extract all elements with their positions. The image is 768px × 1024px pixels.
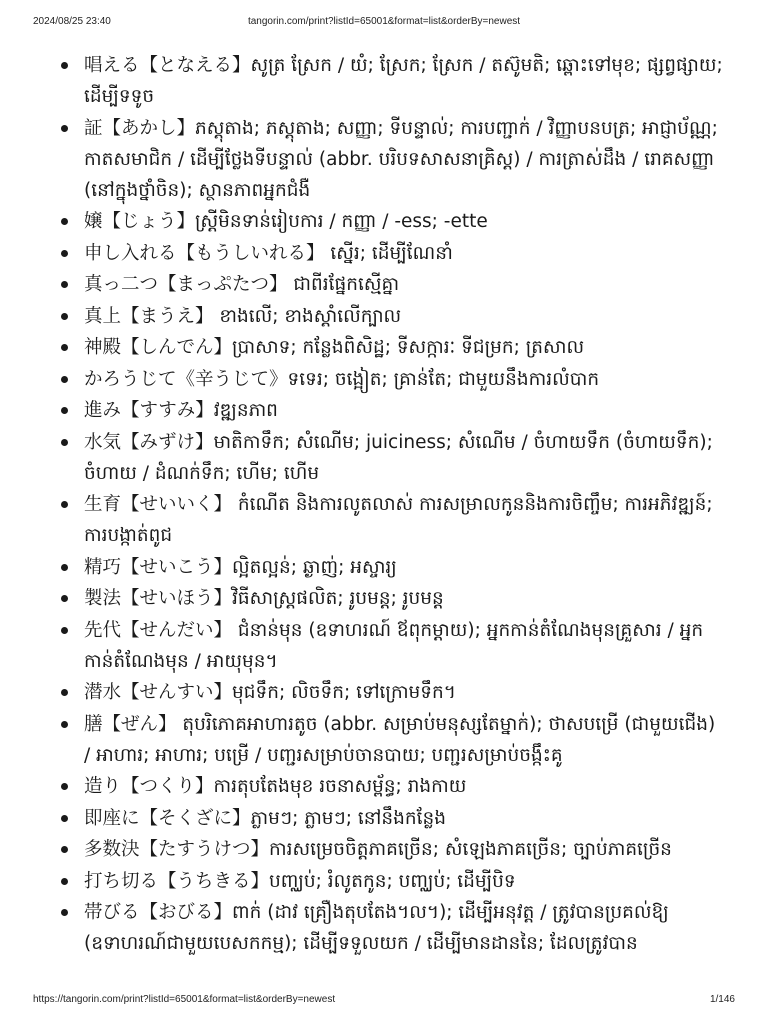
list-item [56,583,726,614]
bullet-icon [61,878,68,885]
entry-reading: 【ぜん】 [102,713,177,735]
entry-meaning: ការតុបតែងមុខ រចនាសម្ព័ន្ធ; រាងកាយ [213,776,467,797]
page-number: 1/146 [709,994,735,1005]
entry-reading: 【すすみ】 [121,400,214,421]
bullet-icon [61,564,68,571]
list-item [56,866,726,897]
print-url: https://tangorin.com/print?listId=65001&format=list&orderBy=newest [33,994,336,1005]
entry-word: 生育 [84,494,122,515]
list-item [56,395,726,426]
entry-meaning: បញ្ឈប់; រំលូតកូន; បញ្ឈប់; ដើម្បីបិទ [269,870,516,892]
list-item [56,332,726,363]
bullet-icon [61,376,68,383]
entry-meaning: ស្ត្រីមិនទាន់រៀបការ / កញ្ញា / -ess; -ette [195,211,488,232]
list-item [56,771,726,802]
bullet-icon [61,281,68,288]
entry-word: 先代 [84,619,122,641]
bullet-icon [61,218,68,225]
entry-meaning: វឌ្ឍនភាព [213,400,278,421]
entry-reading: 【そくざに】 [139,807,251,829]
entry-reading: 【せんだい】 [121,619,233,641]
entry-word: 神殿 [84,337,122,358]
entry-word: 申し入れる [84,242,177,264]
entry-meaning: តុបរិភោគអាហារតូច (abbr. សម្រាប់មនុស្សតែម្នាក់); ថាសបម្រើ (ជាមួយជើង) / អាហារ; អាហារ; បម្រើ / បញ្ជរសម្រាប់ចានបាយ; បញ្ជរសម្រាប់ចង្កឹះគូ [84,713,716,766]
entry-reading: 【しんでん】 [121,337,233,358]
bullet-icon [61,627,68,634]
entry-word: かろうじて [84,368,177,390]
entry-word: 証 [84,117,103,139]
bullet-icon [61,344,68,351]
entry-word: 嬢 [84,211,103,232]
entry-meaning: កំណើត និងការលូតលាស់ ការសម្រាលកូននិងការចិញ្ចឹម; ការអភិវឌ្ឍន៍; ការបង្កាត់ពូជ [84,494,713,546]
list-item [56,709,726,771]
entry-word: 打ち切る [84,870,159,892]
entry-meaning: ទទេរ; ចង្អៀត; គ្រាន់តែ; ជាមួយនឹងការលំបាក [287,368,600,390]
entry-reading: 【じょう】 [102,211,196,232]
entry-meaning: ស្នើរ; ដើម្បីណែនាំ [324,242,453,264]
list-item [56,364,726,395]
bullet-icon [61,501,68,508]
entry-meaning: ការសម្រេចចិត្តភាគច្រើន; សំឡេងភាគច្រើន; ច្បាប់ភាគច្រើន [269,839,672,860]
list-item [56,206,726,237]
entry-meaning: មាតិកាទឹក; សំណើម; juiciness; សំណើម / ចំហាយទឹក (ចំហាយទឹក); ចំហាយ / ដំណក់ទឹក; ហើម; ហើម [84,431,713,484]
print-footer [33,994,735,1010]
entry-reading: 【まうえ】 [121,305,214,327]
list-item [56,803,726,834]
entry-meaning: មុជទឹក; លិចទឹក; ទៅក្រោមទឹក។ [232,682,456,703]
entry-reading: 【せいこう】 [121,556,233,578]
list-item [56,269,726,300]
list-item [56,301,726,332]
entry-meaning: ពាក់ (ដាវ គ្រឿងតុបតែង។ល។); ដើម្បីអនុវត្ត / ត្រូវបានប្រគល់ឱ្យ (ឧទាហរណ៍ជាមួយបេសកកម្ម); ដើម្បីទទួលយក / ដើម្បីមានដាននៃ; ដែលត្រូវបាន [84,902,669,954]
entry-word: 帯びる [84,902,140,923]
entry-word: 真っ二つ [84,274,159,295]
print-datetime: 2024/08/25 23:40 [33,16,111,27]
entry-word: 精巧 [84,556,122,578]
bullet-icon [61,407,68,414]
bullet-icon [61,909,68,916]
entry-meaning: ប្រាសាទ; កន្លែងពិសិដ្ឋ; ទីសក្ការៈ ទីជម្រក; ត្រសាល [232,337,585,358]
print-page-title: tangorin.com/print?listId=65001&format=list&orderBy=newest [247,16,521,27]
entry-meaning: ជាពីរផ្នែកស្មើគ្នា [287,274,400,295]
entry-reading: 【あかし】 [102,117,196,139]
entry-word: 潜水 [84,682,122,703]
list-item [56,427,726,489]
entry-reading: 【となえる】 [139,55,251,76]
list-item [56,50,726,112]
list-item [56,834,726,865]
vocabulary-list [56,50,726,960]
entry-word: 水気 [84,431,122,453]
list-item [56,489,726,551]
bullet-icon [61,846,68,853]
entry-reading: 《辛うじて》 [176,368,288,390]
entry-meaning: ភស្តុតាង; ភស្តុតាង; សញ្ញា; ទីបន្ទាល់; ការបញ្ជាក់ / វិញ្ញាបនបត្រ; អាជ្ញាប័ណ្ណ; កាតសមាជិក / ដើម្បីថ្លែងទីបន្ទាល់ (abbr. បរិបទសាសនាគ្រិស្ត) / ការត្រាស់ដឹង / រោគសញ្ញា (នៅក្នុងថ្នាំចិន); ស្ថានភាពអ្នកជំងឺ [84,117,718,201]
entry-word: 造り [84,776,122,797]
entry-reading: 【みずけ】 [121,431,214,453]
list-item [56,113,726,206]
entry-meaning: ខាងលើ; ខាងស្តាំលើក្បាល [213,305,402,327]
bullet-icon [61,125,68,132]
list-item [56,615,726,677]
list-item [56,552,726,583]
entry-reading: 【もうしいれる】 [176,242,325,264]
bullet-icon [61,250,68,257]
entry-reading: 【せいほう】 [121,588,233,609]
bullet-icon [61,689,68,696]
entry-meaning: វិធីសាស្រ្តផលិត; រូបមន្ត; រូបមន្ត [232,588,444,609]
entry-reading: 【たすうけつ】 [139,839,270,860]
entry-reading: 【つくり】 [121,776,214,797]
bullet-icon [61,62,68,69]
list-item [56,897,726,959]
entry-reading: 【おびる】 [139,902,233,923]
entry-word: 唱える [84,55,140,76]
list-item [56,677,726,708]
bullet-icon [61,815,68,822]
entry-word: 進み [84,400,122,421]
entry-meaning: ភ្លាមៗ; ភ្លាមៗ; នៅនឹងកន្លែង [250,807,446,829]
entry-reading: 【せんすい】 [121,682,233,703]
list-item [56,238,726,269]
entry-word: 多数決 [84,839,140,860]
entry-word: 即座に [84,807,140,829]
entry-reading: 【まっぷたつ】 [158,274,288,295]
entry-meaning: ល្អិតល្អន់; ឆ្ងាញ់; អស្ចារ្យ [232,556,397,578]
bullet-icon [61,721,68,728]
entry-word: 膳 [84,713,103,735]
entry-word: 真上 [84,305,122,327]
entry-meaning: ជំនាន់មុន (ឧទាហរណ៍ ឪពុកម្តាយ); អ្នកកាន់តំណែងមុនគ្រួសារ / អ្នកកាន់តំណែងមុន / អាយុមុន។ [84,619,704,672]
bullet-icon [61,439,68,446]
print-header [33,16,735,32]
entry-reading: 【せいいく】 [121,494,233,515]
entry-reading: 【うちきる】 [158,870,270,892]
entry-meaning: សូត្រ ស្រែក / យំ; ស្រែក; ស្រែក / តស៊ូមតិ; ឆ្ពោះទៅមុខ; ផ្សព្វផ្សាយ; ដើម្បីទទូច [84,55,723,107]
bullet-icon [61,783,68,790]
entry-word: 製法 [84,588,122,609]
bullet-icon [61,313,68,320]
bullet-icon [61,595,68,602]
